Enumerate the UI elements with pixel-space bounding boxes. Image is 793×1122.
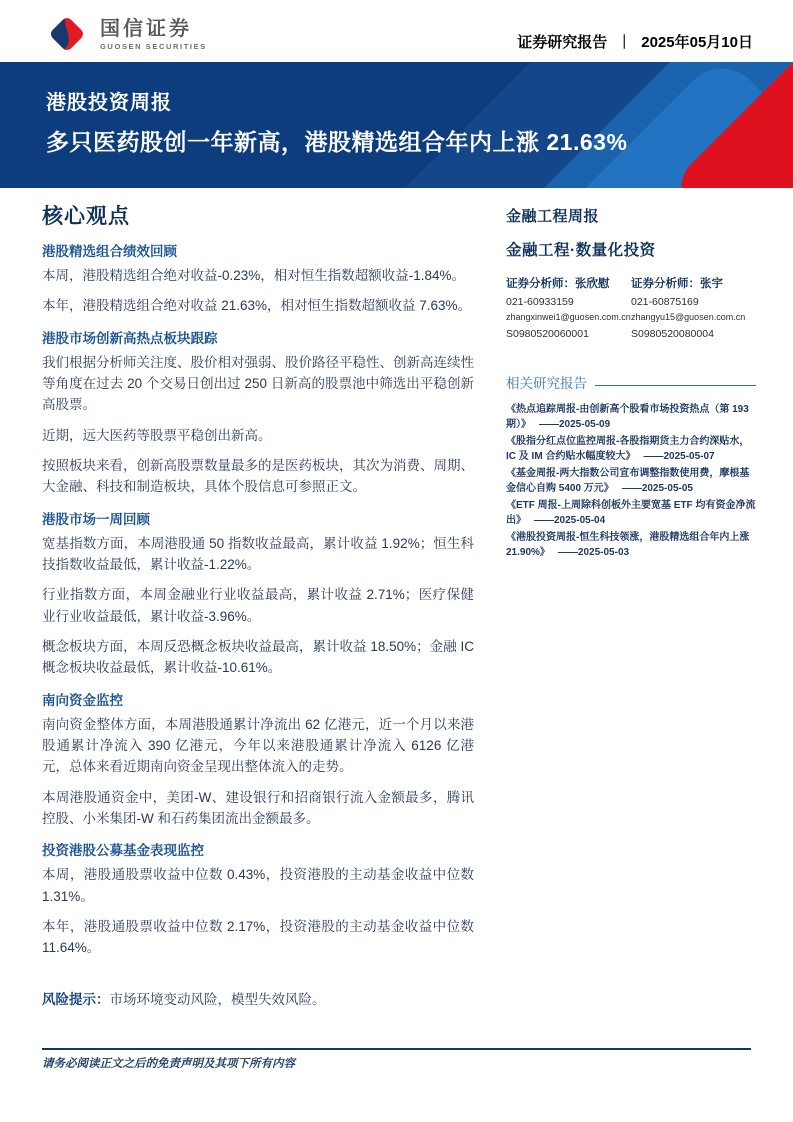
analyst-email: zhangxinwei1@guosen.com.cn <box>506 312 631 323</box>
risk-warning-text: 市场环境变动风险，模型失效风险。 <box>109 991 326 1007</box>
related-report-date: ——2025-05-03 <box>557 546 630 558</box>
logo-name-cn: 国信证券 <box>100 17 192 40</box>
related-reports-list <box>506 402 756 560</box>
risk-warning <box>42 989 474 1010</box>
section-paragraph: 概念板块方面，本周反恐概念板块收益最高，累计收益 18.50%；金融 IC 概念板块收益最低，累计收益-10.61%。 <box>42 638 474 676</box>
section-title: 投资港股公募基金表现监控 <box>42 843 204 859</box>
banner-series-title: 港股投资周报 <box>46 92 172 114</box>
related-report-title: 《港股投资周报-恒生科技领涨，港股精选组合年内上涨 21.90%》 <box>506 531 750 558</box>
page-header <box>0 0 793 62</box>
footer-disclaimer: 请务必阅读正文之后的免责声明及其项下所有内容 <box>42 1058 295 1070</box>
report-section <box>42 508 474 679</box>
section-paragraph: 我们根据分析师关注度、股价相对强弱、股价路径平稳性、创新高连续性等角度在过去 20 个交易日创出过 250 日新高的股票池中筛选出平稳创新高股票。 <box>42 354 474 413</box>
analyst-name-label: 证券分析师：张宇 <box>631 278 723 290</box>
related-reports <box>506 372 756 560</box>
related-report-item <box>506 434 756 464</box>
related-report-date: ——2025-05-09 <box>539 418 611 430</box>
analyst-name-label: 证券分析师：张欣慰 <box>506 278 610 290</box>
report-section <box>42 240 474 317</box>
sidebar-series-title: 金融工程周报 <box>506 208 600 225</box>
section-title: 南向资金监控 <box>42 692 123 708</box>
core-viewpoints-heading: 核心观点 <box>42 205 130 228</box>
section-title: 港股精选组合绩效回顾 <box>42 244 177 259</box>
report-section <box>42 327 474 498</box>
analyst-card <box>506 275 631 342</box>
related-reports-title: 相关研究报告 <box>506 375 587 391</box>
guosen-logo-icon <box>44 11 90 57</box>
header-separator: ｜ <box>617 33 632 50</box>
related-report-title: 《ETF 周报-上周除科创板外主要宽基 ETF 均有资金净流出》 <box>506 499 756 526</box>
logo-text <box>100 18 207 51</box>
core-viewpoints <box>42 200 474 1010</box>
related-report-item <box>506 498 756 528</box>
risk-warning-label: 风险提示： <box>42 991 110 1007</box>
logo-name-en: GUOSEN SECURITIES <box>100 41 207 51</box>
related-report-item <box>506 466 756 496</box>
related-reports-header <box>506 372 756 392</box>
analyst-phone: 021-60933159 <box>506 296 574 308</box>
related-report-item <box>506 530 756 560</box>
related-report-item <box>506 402 756 432</box>
related-report-date: ——2025-05-04 <box>534 514 606 526</box>
related-report-title: 《基金周报-两大指数公司宣布调整指数使用费，摩根基金信心自购 5400 万元》 <box>506 467 750 494</box>
sections <box>42 240 474 959</box>
section-paragraph: 本年，港股精选组合绝对收益 21.63%，相对恒生指数超额收益 7.63%。 <box>42 298 472 314</box>
analyst-email: zhangyu15@guosen.com.cn <box>631 312 746 323</box>
section-paragraph: 行业指数方面，本周金融业行业收益最高，累计收益 2.71%；医疗保健业行业收益最低，累计收益-3.96%。 <box>42 587 474 624</box>
analyst-cert-number: S0980520080004 <box>631 327 714 340</box>
related-reports-rule <box>595 385 756 386</box>
title-banner <box>0 62 793 188</box>
guosen-logo <box>44 11 207 57</box>
related-report-title: 《热点追踪周报-由创新高个股看市场投资热点（第 193 期）》 <box>506 403 749 430</box>
footer-divider <box>42 1048 751 1050</box>
section-paragraph: 本周，港股通股票收益中位数 0.43%，投资港股的主动基金收益中位数 1.31%。 <box>42 867 474 904</box>
related-report-date: ——2025-05-05 <box>621 482 693 494</box>
report-section <box>42 839 474 958</box>
report-sidebar <box>506 205 756 562</box>
section-title: 港股市场一周回顾 <box>42 511 150 527</box>
header-meta <box>517 31 753 52</box>
report-date: 2025年05月10日 <box>641 34 753 51</box>
related-report-title: 《股指分红点位监控周报-各股指期货主力合约深贴水，IC 及 IM 合约贴水幅度较大》 <box>506 435 750 462</box>
analysts-block <box>506 275 756 342</box>
section-paragraph: 本周，港股精选组合绝对收益-0.23%，相对恒生指数超额收益-1.84%。 <box>42 268 466 283</box>
banner-main-title: 多只医药股创一年新高，港股精选组合年内上涨 21.63% <box>46 129 628 155</box>
section-paragraph: 南向资金整体方面，本周港股通累计净流出 62 亿港元，近一个月以来港股通累计净流入 390 亿港元，今年以来港股通累计净流入 6126 亿港元，总体来看近期南向资金呈现出整体流入的走势。 <box>42 716 474 775</box>
analyst-cert-number: S0980520060001 <box>506 327 589 340</box>
section-paragraph: 近期，远大医药等股票平稳创出新高。 <box>42 427 272 443</box>
analyst-phone: 021-60875169 <box>631 296 699 308</box>
section-paragraph: 宽基指数方面，本周港股通 50 指数收益最高，累计收益 1.92%；恒生科技指数收益最低，累计收益-1.22%。 <box>42 535 474 572</box>
report-type-label: 证券研究报告 <box>517 34 608 51</box>
related-report-date: ——2025-05-07 <box>643 450 715 462</box>
section-title: 港股市场创新高热点板块跟踪 <box>42 330 218 346</box>
sidebar-category: 金融工程·数量化投资 <box>506 242 656 259</box>
section-paragraph: 本年，港股通股票收益中位数 2.17%，投资港股的主动基金收益中位数 11.64%。 <box>42 918 474 956</box>
analyst-card <box>631 275 756 342</box>
section-paragraph: 按照板块来看，创新高股票数量最多的是医药板块，其次为消费、周期、大金融、科技和制造板块，具体个股信息可参照正文。 <box>42 457 474 495</box>
section-paragraph: 本周港股通资金中，美团-W、建设银行和招商银行流入金额最多，腾讯控股、小米集团-W 和石药集团流出金额最多。 <box>42 789 474 826</box>
report-section <box>42 689 474 830</box>
